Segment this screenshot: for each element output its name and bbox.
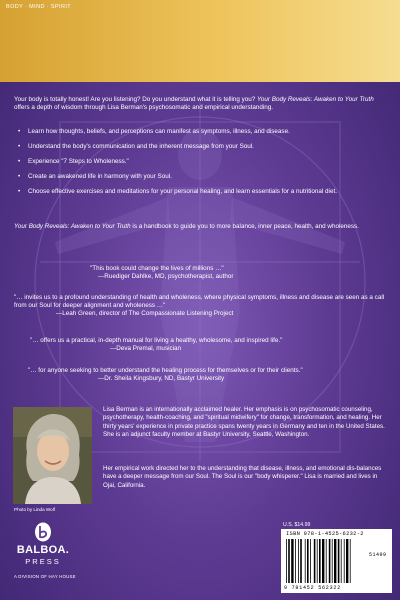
photo-credit: Photo by Linda Wolf	[14, 507, 56, 512]
quote-text: "… for anyone seeking to better understand the healing process for themselves or for their clients."	[28, 367, 303, 374]
genre-tagline: BODY · MIND · SPIRIT	[6, 4, 72, 10]
quote-attribution: —Ruediger Dahlke, MD, psychotherapist, author	[98, 273, 234, 281]
summary-text: is a handbook to guide you to more balance, inner peace, health, and wholeness.	[130, 223, 359, 230]
isbn-number: ISBN 978-1-4525-6232-2	[286, 531, 364, 537]
quote-text: "… invites us to a profound understanding of health and wholeness, where physical symptoms, illness and disease are seen as a call from our Soul for deeper alignment and wholeness …"	[14, 294, 385, 310]
balboa-press-icon	[34, 522, 52, 542]
quote-text: "… offers us a practical, in-depth manual for living a healthy, wholesome, and inspired life."	[30, 337, 283, 344]
list-item: • Learn how thoughts, beliefs, and perceptions can manifest as symptoms, illness, and disease.	[18, 128, 386, 136]
price-code: 51499	[369, 552, 387, 558]
list-item: • Understand the body's communication and the inherent message from your Soul.	[18, 143, 386, 151]
endorsement-quote	[14, 294, 390, 319]
summary-book-title: Your Body Reveals: Awaken to Your Truth	[14, 223, 131, 230]
author-bio-paragraph: Her empirical work directed her to the understanding that disease, illness, and emotional dis-balances have a deeper message from our Soul. The Soul is our "body whisperer." Lisa is married and lives in Ojai, California.	[103, 465, 382, 489]
quote-attribution: —Dr. Sheila Kingsbury, ND, Bastyr University	[98, 375, 225, 383]
benefits-list	[18, 128, 386, 203]
intro-paragraph	[14, 96, 386, 113]
publisher-division: A DIVISION OF HAY HOUSE	[14, 574, 76, 579]
quote-text: "This book could change the lives of millions …"	[90, 265, 224, 272]
barcode-icon	[286, 539, 366, 584]
endorsement-quote	[28, 367, 388, 383]
intro-text: Your body is totally honest! Are you listening? Do you understand what it is telling you?	[14, 96, 258, 103]
list-item: • Choose effective exercises and meditations for your personal healing, and learn essentials for a nutritional diet.	[18, 188, 386, 196]
quote-attribution: —Deva Premal, musician	[110, 345, 182, 353]
publisher-name: BALBOA.	[16, 544, 70, 556]
intro-text-end: offers a depth of wisdom through Lisa Berman's psychosomatic and empirical understanding.	[14, 104, 274, 112]
author-photo	[13, 407, 92, 504]
quote-attribution: —Leah Green, director of The Compassionate Listening Project	[56, 310, 234, 318]
list-item: • Create an awakened life in harmony with your Soul.	[18, 173, 386, 181]
intro-book-title: Your Body Reveals: Awaken to Your Truth	[257, 96, 374, 103]
top-color-band	[0, 0, 400, 82]
publisher-logo	[14, 522, 76, 588]
list-item: • Experience "7 Steps to Wholeness."	[18, 158, 386, 166]
publisher-subname: PRESS	[25, 557, 61, 566]
price-label: U.S. $14.99	[283, 522, 311, 528]
isbn-barcode	[281, 529, 392, 593]
barcode-digits: 9 781452 562322	[284, 585, 342, 591]
summary-paragraph	[14, 223, 386, 231]
endorsement-quote	[90, 265, 330, 281]
endorsement-quote	[30, 337, 380, 353]
author-bio-paragraph: Lisa Berman is an internationally acclaimed healer. Her emphasis is on psychosomatic counseling, psychotherapy, health-coaching, and "spiritual midwifery" for change, transformation, and healing. Her thirty years' experience in private practice spans twenty years in Germany and ten in the United States. She is an adjunct faculty member at Bastyr University, Seattle, Washington.	[103, 406, 385, 438]
